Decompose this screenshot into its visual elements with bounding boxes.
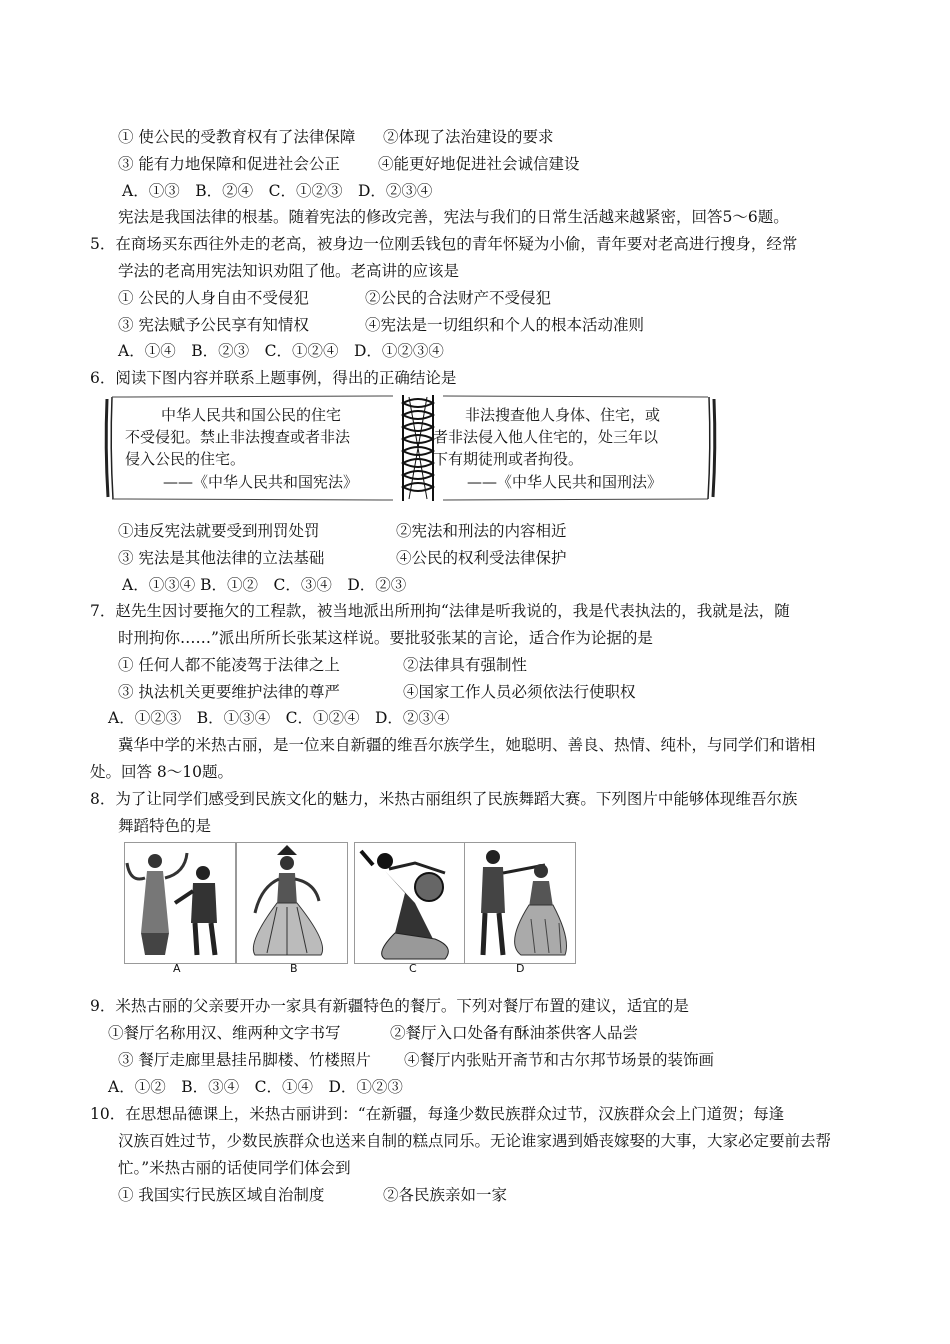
q4-option-3: ③ 能有力地保障和促进社会公正: [118, 155, 340, 173]
constitution-source: ——《中华人民共和国宪法》: [163, 473, 359, 491]
q7-option-1: ① 任何人都不能凌驾于法律之上: [118, 656, 340, 674]
q6-answers: A．①③④ B．①② C．③④ D．②③: [122, 576, 407, 594]
q8-stem-line-2: 舞蹈特色的是: [118, 817, 212, 835]
q10-stem-line-1: 10．在思想品德课上，米热古丽讲到：“在新疆，每逢少数民族群众过节，汉族群众会上门道贺；每逢: [90, 1105, 785, 1123]
dancers-illustration-d: [465, 843, 575, 963]
criminal-law-quote-line-1: 非法搜查他人身体、住宅，或: [465, 406, 661, 424]
dance-image-d: [464, 842, 576, 964]
dancer-illustration-c: [355, 843, 465, 963]
q5-stem-line-1: 5．在商场买东西往外走的老高，被身边一位刚丢钱包的青年怀疑为小偷，青年要对老高进行搜身，经常: [90, 235, 798, 253]
q5-option-3: ③ 宪法赋予公民享有知情权: [118, 316, 309, 334]
dancer-illustration-b: [237, 843, 347, 963]
q6-option-2: ②宪法和刑法的内容相近: [396, 522, 567, 540]
constitution-quote-line-2: 不受侵犯。禁止非法搜查或者非法: [125, 428, 351, 446]
q9-stem: 9．米热古丽的父亲要开办一家具有新疆特色的餐厅。下列对餐厅布置的建议，适宜的是: [90, 997, 689, 1015]
q10-option-2: ②各民族亲如一家: [383, 1186, 508, 1204]
q9-option-4: ④餐厅内张贴开斋节和古尔邦节场景的装饰画: [404, 1051, 715, 1069]
image-label-c: C: [409, 962, 417, 975]
q9-option-2: ②餐厅入口处备有酥油茶供客人品尝: [390, 1024, 639, 1042]
q4-option-4: ④能更好地促进社会诚信建设: [378, 155, 580, 173]
q6-stem: 6．阅读下图内容并联系上题事例，得出的正确结论是: [90, 369, 457, 387]
q7-option-4: ④国家工作人员必须依法行使职权: [403, 683, 636, 701]
q5-stem-line-2: 学法的老高用宪法知识劝阻了他。老高讲的应该是: [118, 262, 460, 280]
q5-option-1: ① 公民的人身自由不受侵犯: [118, 289, 309, 307]
q5-answers: A．①④ B．②③ C．①②④ D．①②③④: [118, 342, 444, 360]
q4-answers: A．①③ B．②④ C．①②③ D．②③④: [122, 182, 433, 200]
q7-option-2: ②法律具有强制性: [403, 656, 528, 674]
q5-option-4: ④宪法是一切组织和个人的根本活动准则: [365, 316, 645, 334]
q7-answers: A．①②③ B．①③④ C．①②④ D．②③④: [108, 709, 450, 727]
q9-option-3: ③ 餐厅走廊里悬挂吊脚楼、竹楼照片: [118, 1051, 371, 1069]
image-label-a: A: [173, 962, 181, 975]
q5-option-2: ②公民的合法财产不受侵犯: [365, 289, 552, 307]
constitution-quote-line-3: 侵入公民的住宅。: [125, 450, 246, 468]
image-label-d: D: [516, 962, 525, 975]
intro-5-6: 宪法是我国法律的根基。随着宪法的修改完善，宪法与我们的日常生活越来越紧密，回答5～6题。: [118, 208, 789, 226]
dance-image-c: [354, 842, 466, 964]
q7-stem-line-1: 7．赵先生因讨要拖欠的工程款，被当地派出所刑拘“法律是听我说的，我是代表执法的，我就是法，随: [90, 602, 790, 620]
image-label-b: B: [290, 962, 298, 975]
knot-ornament: [403, 395, 433, 501]
intro-8-10-line-1: 冀华中学的米热古丽，是一位来自新疆的维吾尔族学生，她聪明、善良、热情、纯朴，与同学们和谐相: [118, 736, 816, 754]
q10-stem-line-3: 忙。”米热古丽的话使同学们体会到: [118, 1159, 351, 1177]
q6-option-4: ④公民的权利受法律保护: [396, 549, 567, 567]
q7-option-3: ③ 执法机关更要维护法律的尊严: [118, 683, 340, 701]
q7-stem-line-2: 时刑拘你……”派出所所长张某这样说。要批驳张某的言论，适合作为论据的是: [118, 629, 653, 647]
dance-image-b: [236, 842, 348, 964]
q9-option-1: ①餐厅名称用汉、维两种文字书写: [108, 1024, 341, 1042]
law-comparison-figure: [103, 393, 718, 503]
q8-stem-line-1: 8．为了让同学们感受到民族文化的魅力，米热古丽组织了民族舞蹈大赛。下列图片中能够体现维吾尔族: [90, 790, 798, 808]
q10-stem-line-2: 汉族百姓过节，少数民族群众也送来自制的糕点同乐。无论谁家遇到婚丧嫁娶的大事，大家必定要前去帮: [118, 1132, 832, 1150]
q9-answers: A．①② B．③④ C．①④ D．①②③: [108, 1078, 403, 1096]
constitution-quote-line-1: 中华人民共和国公民的住宅: [161, 406, 342, 424]
dance-image-a: [124, 842, 236, 964]
q10-option-1: ① 我国实行民族区域自治制度: [118, 1186, 325, 1204]
q4-option-2: ②体现了法治建设的要求: [383, 128, 554, 146]
q6-option-1: ①违反宪法就要受到刑罚处罚: [118, 522, 320, 540]
criminal-law-quote-line-3: 下有期徒刑或者拘役。: [433, 450, 584, 468]
criminal-law-source: ——《中华人民共和国刑法》: [467, 473, 663, 491]
dancers-illustration-a: [125, 843, 235, 963]
q4-option-1: ① 使公民的受教育权有了法律保障: [118, 128, 356, 146]
q6-option-3: ③ 宪法是其他法律的立法基础: [118, 549, 325, 567]
criminal-law-quote-line-2: 者非法侵入他人住宅的，处三年以: [433, 428, 659, 446]
intro-8-10-line-2: 处。回答 8～10题。: [90, 763, 234, 781]
